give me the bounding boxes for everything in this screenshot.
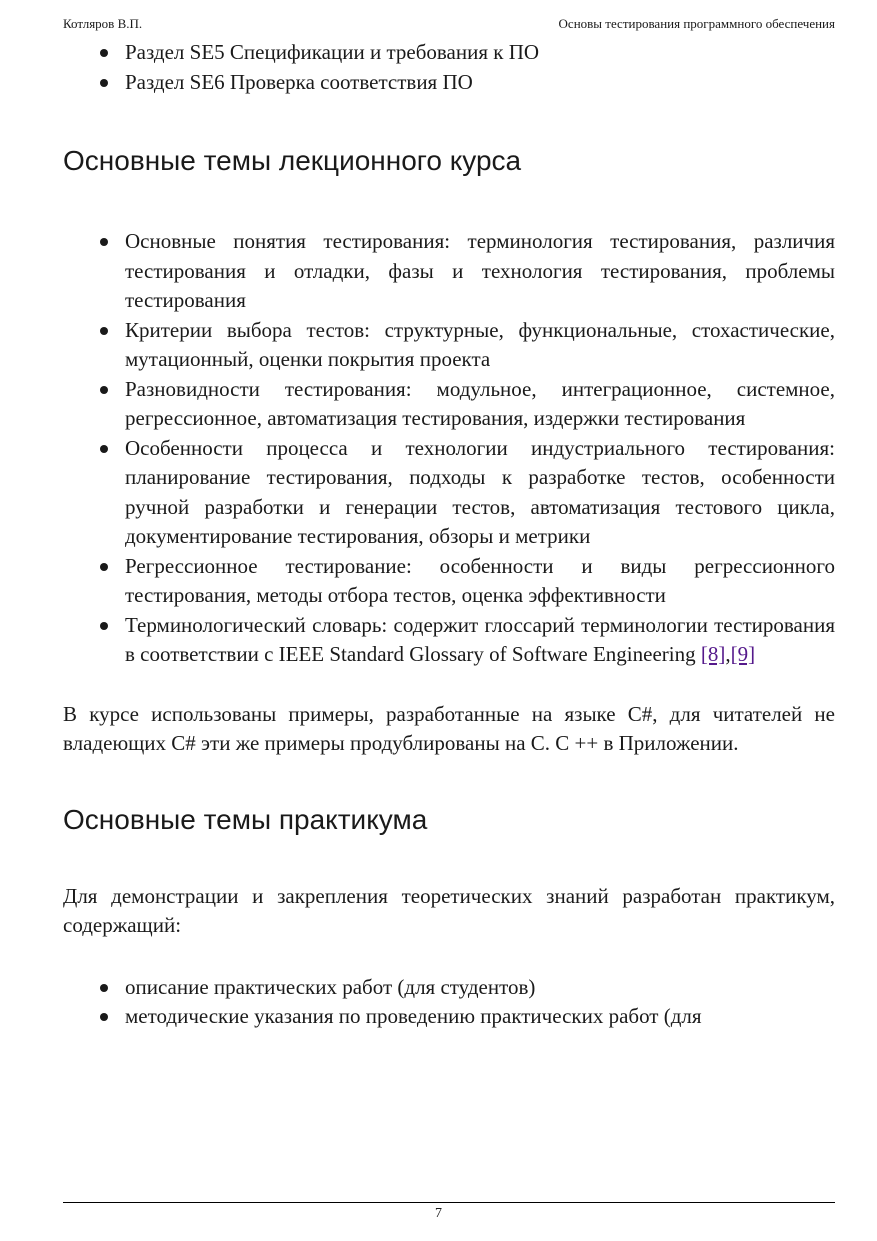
list-item: методические указания по проведению практических работ (для xyxy=(63,1002,835,1032)
list-item: Критерии выбора тестов: структурные, функциональные, стохастические, мутационный, оценки покрытия проекта xyxy=(63,316,835,375)
page-content xyxy=(63,38,835,1032)
language-note-paragraph: В курсе использованы примеры, разработанные на языке C#, для читателей не владеющих C# эти же примеры продублированы на C. C ++ в Приложении. xyxy=(63,701,835,755)
list-item: Регрессионное тестирование: особенности и виды регрессионного тестирования, методы отбора тестов, оценка эффективности xyxy=(63,552,835,611)
page-header xyxy=(63,16,835,32)
footer-divider xyxy=(63,1202,835,1203)
reference-separator: , xyxy=(725,642,731,666)
glossary-item-text: Терминологический словарь: содержит глоссарий терминологии тестирования в соответствии с IEEE Standard Glossary of Software Engineering xyxy=(125,612,835,666)
header-book-title: Основы тестирования программного обеспечения xyxy=(558,16,835,31)
practicum-intro-paragraph: Для демонстрации и закрепления теоретических знаний разработан практикум, содержащий: xyxy=(63,883,835,937)
reference-link-8[interactable]: [8] xyxy=(700,642,726,666)
list-item: Основные понятия тестирования: терминология тестирования, различия тестирования и отладки, фазы и технология тестирования, проблемы тестирования xyxy=(63,227,835,316)
list-item: описание практических работ (для студентов) xyxy=(63,973,835,1003)
practicum-section-heading: Основные темы практикума xyxy=(63,803,428,835)
list-item: Особенности процесса и технологии индустриального тестирования: планирование тестирования, подходы к разработке тестов, особенности ручной разработки и генерации тестов, автоматизация тестового цикла, документирование тестирования, обзоры и метрики xyxy=(63,434,835,552)
list-item xyxy=(63,611,835,670)
top-bullet-list xyxy=(63,38,835,97)
lecture-topics-list xyxy=(63,227,835,670)
list-item: Раздел SE5 Спецификации и требования к ПО xyxy=(63,38,835,68)
header-author: Котляров В.П. xyxy=(63,16,143,31)
practicum-list xyxy=(63,973,835,1032)
lecture-section-heading: Основные темы лекционного курса xyxy=(63,145,522,176)
page-number: 7 xyxy=(435,1206,442,1221)
list-item: Раздел SE6 Проверка соответствия ПО xyxy=(63,68,835,98)
reference-link-9[interactable]: [9] xyxy=(730,642,756,666)
list-item: Разновидности тестирования: модульное, интеграционное, системное, регрессионное, автоматизация тестирования, издержки тестирования xyxy=(63,375,835,434)
